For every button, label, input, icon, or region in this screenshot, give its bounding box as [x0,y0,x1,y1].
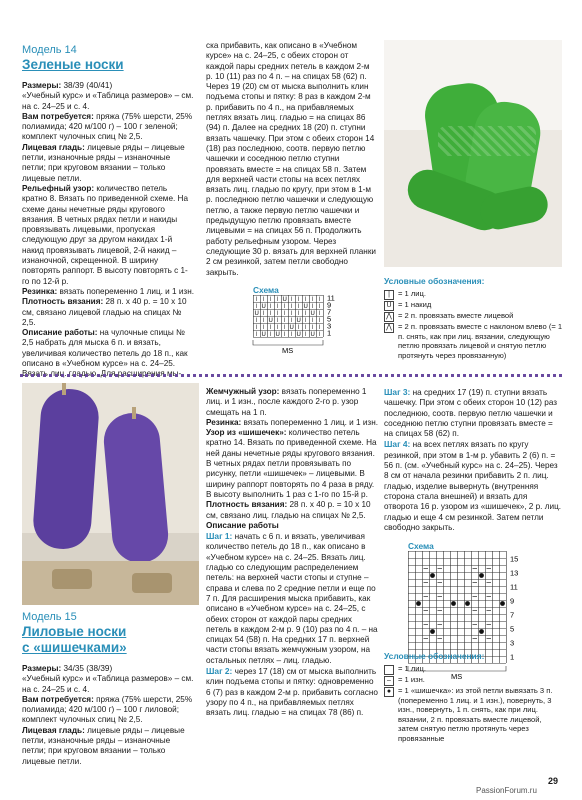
ms-label: MS [282,346,294,355]
paragraph-text: вязать попеременно 1 лиц. и 1 изн. [57,286,194,296]
legend-symbol-icon: ● [384,687,394,697]
paragraph-key: Вам потребуется: [22,694,94,704]
legend-row [384,675,564,686]
paragraph-text: 28 п. х 40 р. = 10 х 10 см, связано лицевой гладью на спицах № 2,5. [22,297,187,327]
model15-legend [384,651,564,744]
legend-text: = 1 лиц. [398,664,427,673]
model15-title-line1: Лиловые носки [22,624,127,639]
paragraph-key: Шаг 1: [206,531,233,542]
legend-text: = 1 лиц. [398,289,427,298]
paragraph-key: Размеры: [22,81,62,90]
page-number: 29 [548,776,559,786]
model15-right-column [384,387,562,533]
legend-symbol-icon: U [384,301,394,311]
row-number-label: 3 [510,638,515,648]
legend-row [384,322,564,360]
model14-scheme-grid [253,295,343,357]
paragraph-text: лицевые ряды – лицевые петли, изнаночные ряды – изнаночные петли; при круговом вязании – только лицевые петли. [22,142,185,183]
yarn-over-mark: U [310,332,315,338]
paragraph [22,287,194,297]
legend-symbol-icon: ⋀ [384,323,394,333]
yarn-over-mark: U [303,304,308,310]
legend-row [384,664,564,675]
legend-symbol-icon: – [384,676,394,686]
model14-scheme [253,285,343,357]
paragraph-text: вязать попеременно 1 лиц. и 1 изн. [241,417,378,427]
legend-text: = 2 п. провязать вместе с наклоном влево (= 1 п. снять, как при лиц. вязании, следующую петлю провязать лицевой и снятую петлю протянуть через провязанную) [398,322,563,360]
bobble-mark [479,629,484,634]
yarn-over-mark: U [296,332,301,338]
bobble-mark [465,601,470,606]
paragraph-text: лицевые ряды – лицевые петли, изнаночные ряды – изнаночные петли; при круговом вязании – только лицевые петли. [22,725,185,766]
paragraph [384,387,562,439]
bobble-mark [430,573,435,578]
yarn-over-mark: U [289,325,294,331]
paragraph [206,666,378,718]
paragraph-text: «Учебный курс» и «Таблица размеров» – см. на с. 24–25 и с. 4. [22,674,194,694]
legend-symbol-icon: | [384,290,394,300]
paragraph-key: Вам потребуется: [22,111,94,121]
row-number-label: 13 [510,568,519,578]
bobble-mark [430,629,435,634]
paragraph-text: 34/35 (38/39) [61,664,113,673]
row-number-label: 3 [327,321,332,331]
paragraph [206,531,378,666]
legend-symbol-icon: ⋀ [384,312,394,322]
paragraph-text: начать с 6 п. и вязать, увеличивая количество петель до 18 п., как описано в «Учебном курсе» на с. 24–25. Вязать лиц. гладью со следующим распределением петель: на верхней части стопы и ступне – справа и слева по 2 средние петли и еще по 7 п. Для расширения мыска прибавить, как описано в «Учебном курсе» на с. 24–25, с обеих сторон от каждой пары средних петель в каждом 2-м р. 9 (10) раз по 4 п. – на спицах 54 (58) п. На средних 17 п. верхней части стопы вязать жемчужным узором, на остальных петлях – лиц. гладью. [206,532,378,665]
paragraph [206,521,378,531]
paragraph [206,428,378,500]
paragraph [22,297,194,328]
model14-legend [384,276,564,360]
model14-instructions [22,81,194,380]
model14-title: Зеленые носки [22,57,124,72]
paragraph-key: Лицевая гладь: [22,725,85,735]
paragraph-key: Жемчужный узор: [206,387,280,396]
paragraph-text: количество петель кратно 8. Вязать по приведенной схеме. На схеме даны нечетные ряды кругового вязания. В четных рядах петли и накиды провязывать лицевыми, пропуская следующую друг за другом накидах 1-й накид провязывать лицевой, 2-й накид – изнаночной, скрещенной. В ширину повторять раппорт. В высоту повторять с 1-го по 12-й р. [22,183,189,286]
paragraph-text: количество петель кратно 14. Вязать по приведенной схеме. На ней даны нечетные ряды кругового вязания. В четных рядах петли провязывать по рисунку, петли «шишечек» – лицевыми. В ширину раппорт повторять по 4 раза в ряду. В высоту выполнить 1 раз с 1-го по 15-й р. [206,428,377,499]
legend-row [384,686,564,744]
row-number-label: 11 [327,293,335,303]
yarn-over-mark: U [310,311,315,317]
paragraph-text: «Учебный курс» и «Таблица размеров» – см. на с. 24–25 и с. 4. [22,91,194,111]
paragraph [206,500,378,521]
row-number-label: 11 [510,582,518,592]
paragraph [206,418,378,428]
paragraph [22,695,194,726]
row-number-label: 9 [327,300,332,310]
paragraph [384,439,562,533]
paragraph-text: через 17 (18) см от мыска выполнить клин подъема стопы и пятку: одновременно 6 (7) раз в каждом 2-м р. прибавить согласно узору по 4 п., на прибавляемых петлях вязать лиц. гладью = на спицах 78 (86) п. [206,667,378,718]
paragraph-key: Узор из «шишечек»: [206,428,287,438]
paragraph-text: 38/39 (40/41) [61,81,113,90]
paragraph [22,726,194,767]
model15-title-line2: с «шишечками» [22,640,127,655]
legend-row [384,311,564,322]
row-number-label: 7 [327,307,332,317]
legend-text: = 1 накид [398,300,432,309]
row-number-label: 1 [510,652,515,662]
paragraph [206,387,378,418]
row-number-label: 1 [327,328,332,338]
paragraph [22,81,194,91]
legend-row [384,289,564,300]
bobble-mark [451,601,456,606]
paragraph-key: Описание работы: [22,328,98,338]
paragraph [22,143,194,184]
section-divider [20,374,562,377]
model15-legend-title: Условные обозначения: [384,651,485,661]
rapport-bracket [253,340,323,345]
paragraph [22,664,194,674]
paragraph-text: пряжа (75% шерсти, 25% полиамида; 420 м/100 г) – 100 г зеленой; комплект чулочных спиц № 2,5. [22,111,193,142]
row-number-label: 5 [327,314,332,324]
paragraph-key: Лицевая гладь: [22,142,85,152]
yarn-over-mark: U [268,318,273,324]
legend-row [384,300,564,311]
paragraph-key: Шаг 3: [384,387,411,397]
yarn-over-mark: U [254,311,259,317]
paragraph-key: Плотность вязания: [22,297,104,307]
paragraph-key: Плотность вязания: [206,500,288,510]
row-number-label: 15 [510,554,519,564]
paragraph [22,328,194,379]
paragraph-text: пряжа (75% шерсти, 25% полиамида; 420 м/100 г) – 100 г лиловой; комплект чулочных спиц № 2,5. [22,694,193,725]
green-socks-photo [384,40,562,267]
site-watermark: PassionForum.ru [476,786,537,795]
paragraph-key: Шаг 2: [206,666,233,677]
paragraph-key: Размеры: [22,664,62,673]
model15-label: Модель 15 [22,611,77,623]
paragraph-text: на чулочные спицы № 2,5 набрать для мыска 6 п. и вязать, увеличивая количество петель до 18 п., как описано в «Учебном курсе» на с. 24–25. Вязать лиц. гладью. Для расширения мы- [22,328,188,379]
paragraph-key: Резинка: [22,286,58,296]
paragraph-key: Резинка: [206,417,242,427]
model14-middle-column [206,41,378,278]
model14-left-column [22,44,194,380]
paragraph-text: на всех петлях вязать по кругу резинкой, при этом в 1-м р. убавить 2 (6) п. = 56 п. (см. «Учебный курс» на с. 24–25). Через 8 см от начала резинки прибавить 2 п. лиц. гладью, изделие вывернуть (внутренняя сторона стала внешней) и вязать для отворота 16 р. узором из «шишечек», 2 р. лиц. гладью и еще 4 см резинкой. Затем петли свободно закрыть. [384,440,562,532]
model15-scheme-title: Схема [408,541,434,551]
yarn-over-mark: U [296,318,301,324]
yarn-over-mark: U [261,332,266,338]
legend-text: = 1 изн. [398,675,425,684]
paragraph-text: вязать попеременно 1 лиц. и 1 изн., после каждого 2-го р. узор смещать на 1 п. [206,387,367,417]
model14-continued-text: ска прибавить, как описано в «Учебном курсе» на с. 24–25, с обеих сторон от каждой пары средних петель в каждом 2-м р. 10 (11) раз по 4 п. – на спицах 58 (62) п. Через 19 (20) см от мыска выполнить клин подъема стопы и пятку: 8 раз в каждом 2-м р. прибавить по 4 п., на прибавляемых петлях вязать лиц. гладью = на спицах 86 (94) п. Далее на средних 18 (20) п. ступни вязать чашечку. При этом с обеих сторон 14 (18) раз последнюю, соотв. первую петлю чашечки и соседнюю петлю ступни провязать вместе = на спицах 58 п. Затем для верхней части стопы на всех петлях вязать лиц. гладью по кругу, при этом в 1-м р. последнюю петлю чашечки и следующую петлю, а также первую петлю чашечки и предыдущую петлю провязать вместе лицевыми = на спицах 56 п. Продолжить работу рельефным узором. Через следующие 30 р. вязать для верхней планки 2 см резинкой, затем петли свободно закрыть. [206,41,376,277]
bobble-mark [500,601,505,606]
legend-text: = 2 п. провязать вместе лицевой [398,311,514,320]
row-number-label: 9 [510,596,515,606]
paragraph-text: на средних 17 (19) п. ступни вязать чашечку. При этом с обеих сторон 10 (12) раз последнюю, соотв. первую петлю чашечки и соседнюю петлю ступни провязать вместе = на спицах 58 (62) п. [384,388,558,439]
model14-scheme-title: Схема [253,285,279,295]
bobble-mark [416,601,421,606]
paragraph [22,112,194,143]
bobble-mark [479,573,484,578]
paragraph-key: Описание работы [206,520,279,530]
paragraph-key: Шаг 4: [384,439,411,450]
paragraph [22,184,194,287]
model15-middle-column [206,387,378,719]
legend-text: = 1 «шишечка»: из этой петли вывязать 3 п. (попеременно 1 лиц. и 1 изн.), повернуть, 3 изн., повернуть, 1 п. снять, как при лиц. вязании, 2 п. провязать вместе лицевой, затем снятую петлю протянуть через провязанные [398,686,553,743]
model14-legend-title: Условные обозначения: [384,276,485,286]
purple-socks-photo [22,383,199,605]
paragraph [22,674,194,695]
model14-label: Модель 14 [22,44,77,56]
paragraph [22,91,194,112]
row-number-label: 5 [510,624,515,634]
paragraph-key: Рельефный узор: [22,183,95,193]
model15-left-column [22,611,194,767]
yarn-over-mark: U [275,332,280,338]
row-number-label: 7 [510,610,515,620]
model15-instructions [22,664,194,767]
legend-symbol-icon [384,665,394,675]
ms-label: MS [451,672,463,681]
yarn-over-mark: U [261,304,266,310]
paragraph-text: 28 п. х 40 р. = 10 х 10 см, связано лиц. гладью на спицах № 2,5. [206,500,371,520]
yarn-over-mark: U [282,297,287,303]
